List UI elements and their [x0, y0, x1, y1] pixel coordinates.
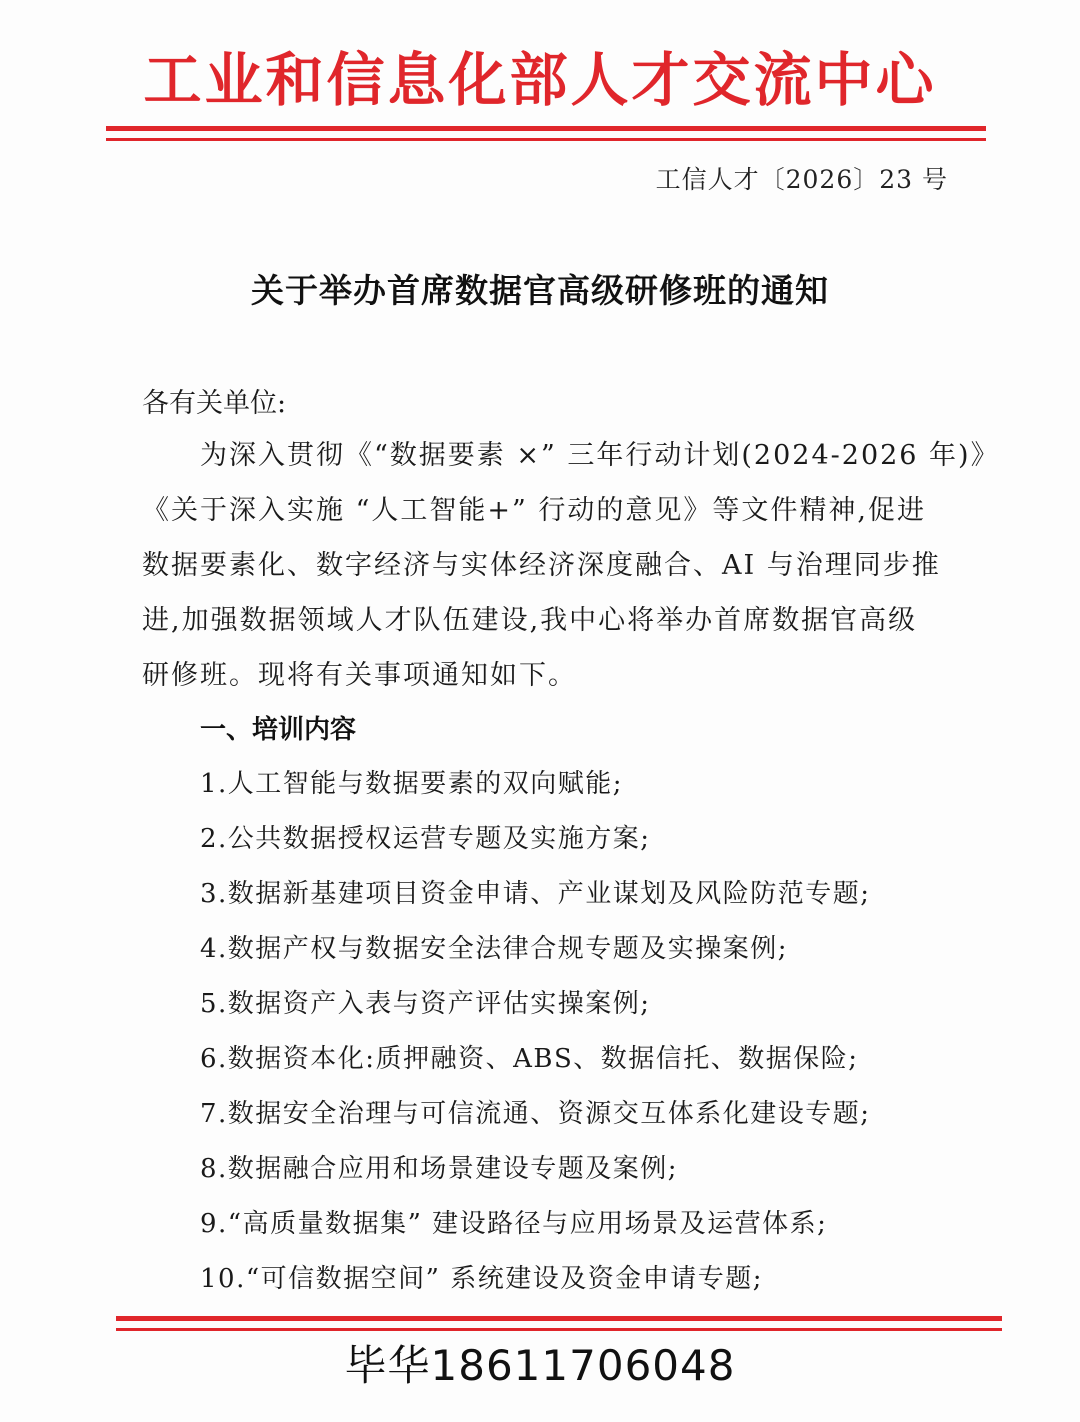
- list-item: 2.公共数据授权运营专题及实施方案;: [200, 824, 651, 854]
- body-paragraph-line: 为深入贯彻《“数据要素 ×” 三年行动计划(2024-2026 年)》: [200, 440, 1000, 471]
- training-items-list: [200, 764, 871, 1314]
- document-title: 关于举办首席数据官高级研修班的通知: [251, 271, 829, 310]
- list-item: 3.数据新基建项目资金申请、产业谋划及风险防范专题;: [200, 879, 871, 909]
- list-item: 6.数据资本化:质押融资、ABS、数据信托、数据保险;: [200, 1044, 859, 1074]
- letterhead-red-rule-thick: [106, 126, 986, 131]
- list-item: 5.数据资产入表与资产评估实操案例;: [200, 989, 651, 1019]
- salutation: 各有关单位:: [142, 388, 287, 419]
- list-item: 1.人工智能与数据要素的双向赋能;: [200, 769, 624, 799]
- footer-red-rule-thin: [116, 1328, 1002, 1331]
- body-paragraph-line: 研修班。现将有关事项通知如下。: [142, 660, 577, 691]
- list-item: 9.“高质量数据集” 建设路径与应用场景及运营体系;: [200, 1209, 828, 1239]
- list-item: 4.数据产权与数据安全法律合规专题及实操案例;: [200, 934, 789, 964]
- letterhead-org-name: 工业和信息化部人才交流中心: [143, 46, 937, 114]
- section-heading-training-content: 一、培训内容: [200, 715, 357, 745]
- list-item: 8.数据融合应用和场景建设专题及案例;: [200, 1154, 679, 1184]
- body-paragraph-line: 《关于深入实施 “人工智能+” 行动的意见》等文件精神,促进: [142, 495, 926, 526]
- footer-contact: 毕华18611706048: [344, 1341, 736, 1390]
- list-item: 10.“可信数据空间” 系统建设及资金申请专题;: [200, 1264, 763, 1294]
- letterhead-red-rule-thin: [106, 138, 986, 141]
- document-number: 工信人才〔2026〕23 号: [655, 165, 948, 194]
- list-item: 7.数据安全治理与可信流通、资源交互体系化建设专题;: [200, 1099, 871, 1129]
- body-paragraph-line: 进,加强数据领域人才队伍建设,我中心将举办首席数据官高级: [142, 605, 918, 636]
- body-paragraph-line: 数据要素化、数字经济与实体经济深度融合、AI 与治理同步推: [142, 550, 941, 581]
- footer-red-rule-thick: [116, 1316, 1002, 1321]
